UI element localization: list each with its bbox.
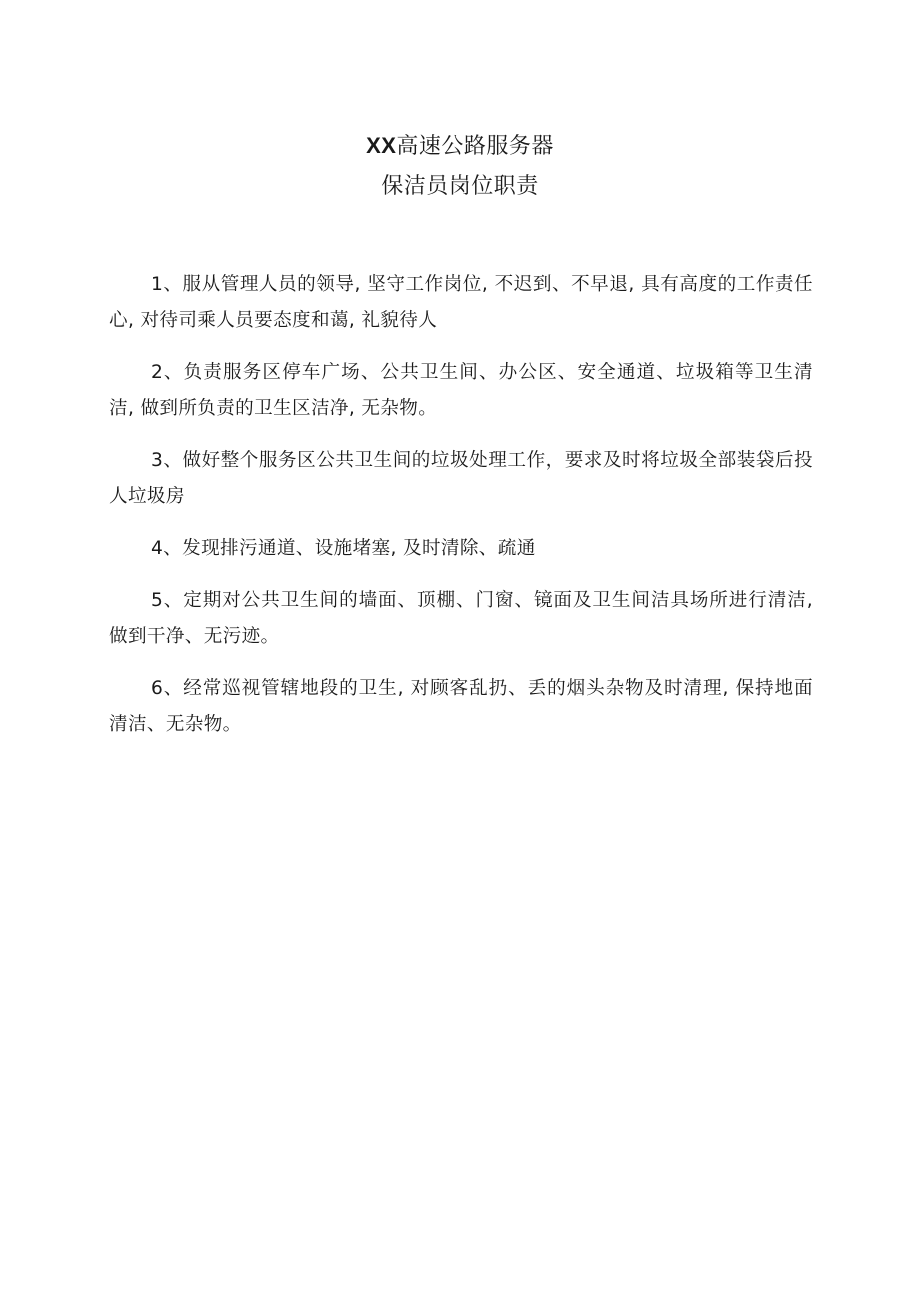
- title-line-1: [0, 126, 920, 167]
- title-main: 高速公路服务器: [396, 134, 554, 159]
- duty-item-2: 2、负责服务区停车广场、公共卫生间、办公区、安全通道、垃圾箱等卫生清洁, 做到所负责的卫生区洁净, 无杂物。: [109, 362, 813, 419]
- duty-item-4: 4、发现排污通道、设施堵塞, 及时清除、疏通: [151, 538, 536, 559]
- document-title: [0, 126, 920, 207]
- title-prefix: XX: [366, 133, 397, 158]
- duty-item-1: 1、服从管理人员的领导, 坚守工作岗位, 不迟到、不早退, 具有高度的工作责任心, 对待司乘人员要态度和蔼, 礼貌待人: [109, 274, 813, 331]
- duty-item-6: 6、经常巡视管辖地段的卫生, 对顾客乱扔、丢的烟头杂物及时清理, 保持地面清洁、无杂物。: [109, 678, 813, 735]
- duty-item-5: 5、定期对公共卫生间的墙面、顶棚、门窗、镜面及卫生间洁具场所进行清洁, 做到干净、无污迹。: [109, 590, 813, 647]
- title-line-2: 保洁员岗位职责: [381, 174, 539, 199]
- duty-item-3: 3、做好整个服务区公共卫生间的垃圾处理工作，要求及时将垃圾全部装袋后投人垃圾房: [109, 450, 813, 507]
- duties-list: [109, 267, 813, 759]
